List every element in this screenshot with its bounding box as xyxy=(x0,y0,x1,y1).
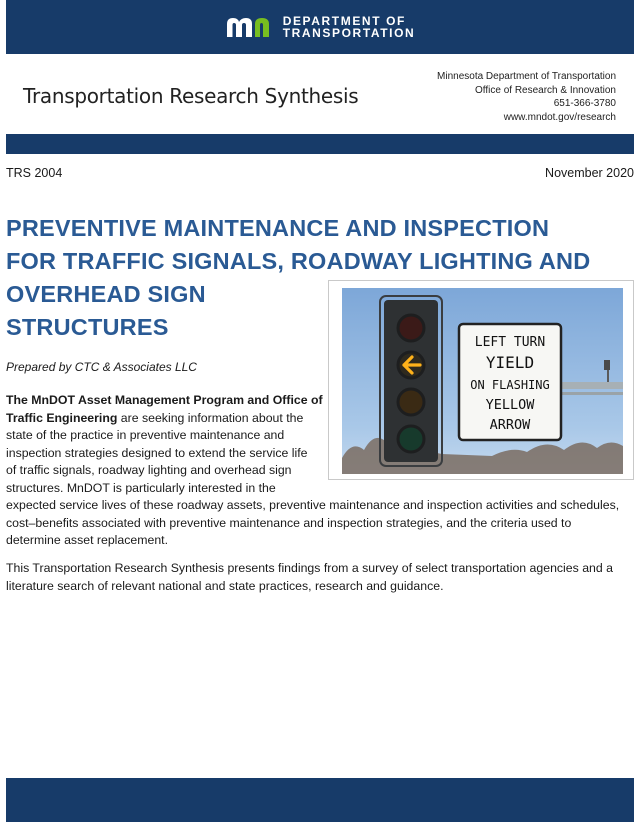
header-divider-band xyxy=(6,134,634,154)
intro-wide-line-2: cost–benefits associated with preventive maintenance and inspection strategies, and the criteria used to xyxy=(6,515,572,530)
intro-wide-line-3: determine asset replacement. xyxy=(6,533,168,547)
intro-line-4: of traffic signals, roadway lighting and overhead sign xyxy=(6,463,292,477)
series-title: Transportation Research Synthesis xyxy=(23,84,359,108)
mast-arm-lower xyxy=(552,392,623,395)
prepared-by: Prepared by CTC & Associates LLC xyxy=(6,360,197,374)
intro-bold-line-2: Traffic Engineering xyxy=(6,410,118,425)
intro-line-1-rest: are seeking information about the xyxy=(117,410,304,425)
cover-photo-frame xyxy=(328,280,634,480)
contact-block xyxy=(437,70,616,124)
title-line-3: OVERHEAD SIGN xyxy=(6,281,206,307)
title-line-4: STRUCTURES xyxy=(6,314,169,340)
mn-logo-icon xyxy=(225,16,275,38)
report-header xyxy=(6,54,634,134)
synthesis-line-1: This Transportation Research Synthesis presents findings from a survey of select transportation agencies and a xyxy=(6,561,613,575)
footer-band xyxy=(6,778,634,822)
intro-line-5: structures. MnDOT is particularly interested in the xyxy=(6,480,276,495)
intro-line-2: state of the practice in preventive maintenance and xyxy=(6,428,285,442)
title-line-1: PREVENTIVE MAINTENANCE AND INSPECTION xyxy=(6,215,550,241)
signal-red-lamp xyxy=(398,315,424,341)
synthesis-paragraph xyxy=(6,560,631,595)
signal-amber-lamp xyxy=(398,389,424,415)
contact-office: Office of Research & Innovation xyxy=(474,84,616,96)
title-line-2: FOR TRAFFIC SIGNALS, ROADWAY LIGHTING AND xyxy=(6,248,591,274)
intro-paragraph xyxy=(6,392,324,497)
traffic-signal-photo xyxy=(342,288,623,474)
sign-line-2: YIELD xyxy=(485,353,535,372)
contact-phone: 651-366-3780 xyxy=(553,98,616,109)
sign-line-4: YELLOW xyxy=(485,397,535,413)
synthesis-line-2: literature search of relevant national and state practices, research and guidance. xyxy=(6,578,444,593)
report-date: November 2020 xyxy=(545,166,634,180)
mast-arm xyxy=(552,382,623,389)
contact-website-link[interactable]: www.mndot.gov/research xyxy=(503,111,616,123)
sign-line-1: LEFT TURN xyxy=(474,335,546,350)
intro-paragraph-continued xyxy=(6,497,631,550)
signal-green-lamp xyxy=(398,426,424,452)
intro-bold-line-1: The MnDOT Asset Management Program and Office of xyxy=(6,393,323,407)
top-banner xyxy=(6,0,634,54)
contact-org: Minnesota Department of Transportation xyxy=(437,71,616,82)
report-number: TRS 2004 xyxy=(6,166,63,180)
org-line-1: DEPARTMENT OF xyxy=(282,14,406,28)
intro-wide-line-1: expected service lives of these roadway assets, preventive maintenance and inspection activities and schedules, xyxy=(6,498,620,512)
sign-line-3: ON FLASHING xyxy=(470,378,550,392)
sign-line-5: ARROW xyxy=(489,417,531,433)
intro-line-3: inspection strategies designed to extend the service life xyxy=(6,445,308,460)
mndot-logo xyxy=(225,15,416,39)
org-line-2: TRANSPORTATION xyxy=(282,26,416,40)
